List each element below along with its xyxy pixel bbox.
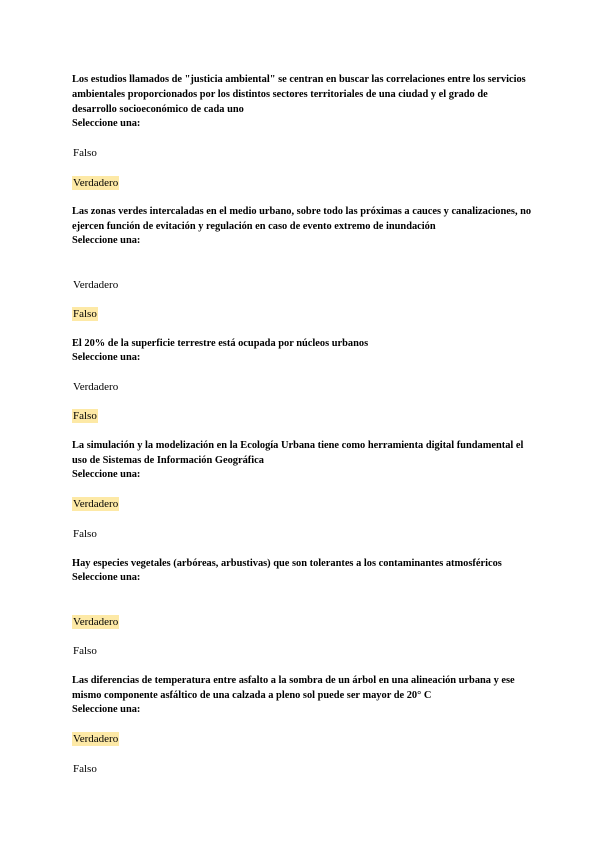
question-text: La simulación y la modelización en la Ecología Urbana tiene como herramienta digital fundamental el uso de Sistemas de Información Geográfica <box>72 440 524 466</box>
question-prompt: Seleccione una: <box>72 352 141 363</box>
option-falso[interactable]: Falso <box>73 528 97 540</box>
question-3 <box>72 336 532 365</box>
question-prompt: Seleccione una: <box>72 572 141 583</box>
question-prompt: Seleccione una: <box>72 704 141 715</box>
option-falso[interactable]: Falso <box>73 645 97 657</box>
question-prompt: Seleccione una: <box>72 469 141 480</box>
option-falso[interactable]: Falso <box>73 763 97 775</box>
question-text: Las zonas verdes intercaladas en el medio urbano, sobre todo las próximas a cauces y canalizaciones, no ejercen función de evitación y regulación en caso de evento extremo de inundación <box>72 206 532 232</box>
question-2 <box>72 204 532 248</box>
question-prompt: Seleccione una: <box>72 118 141 129</box>
option-verdadero-selected[interactable]: Verdadero <box>73 733 119 745</box>
option-verdadero-selected[interactable]: Verdadero <box>73 616 119 628</box>
question-text: Los estudios llamados de "justicia ambiental" se centran en buscar las correlaciones entre los servicios ambientales proporcionados por los distintos sectores territoriales de una ciudad y el grado de desarrollo socioeconómico de cada uno <box>72 74 526 115</box>
option-falso-selected[interactable]: Falso <box>73 308 97 320</box>
question-text: Las diferencias de temperatura entre asfalto a la sombra de un árbol en una alineación urbana y ese mismo componente asfáltico de una calzada a pleno sol puede ser mayor de 20° C <box>72 675 515 701</box>
question-prompt: Seleccione una: <box>72 235 141 246</box>
question-5 <box>72 556 532 585</box>
option-verdadero-selected[interactable]: Verdadero <box>73 177 119 189</box>
option-verdadero[interactable]: Verdadero <box>73 381 119 393</box>
option-verdadero[interactable]: Verdadero <box>73 279 119 291</box>
question-4 <box>72 438 532 482</box>
question-1 <box>72 72 532 131</box>
question-text: El 20% de la superficie terrestre está ocupada por núcleos urbanos <box>72 338 369 349</box>
option-falso-selected[interactable]: Falso <box>73 410 97 422</box>
question-text: Hay especies vegetales (arbóreas, arbustivas) que son tolerantes a los contaminantes atmosféricos <box>72 558 502 569</box>
option-falso[interactable]: Falso <box>73 147 97 159</box>
question-6 <box>72 673 532 717</box>
option-verdadero-selected[interactable]: Verdadero <box>73 498 119 510</box>
